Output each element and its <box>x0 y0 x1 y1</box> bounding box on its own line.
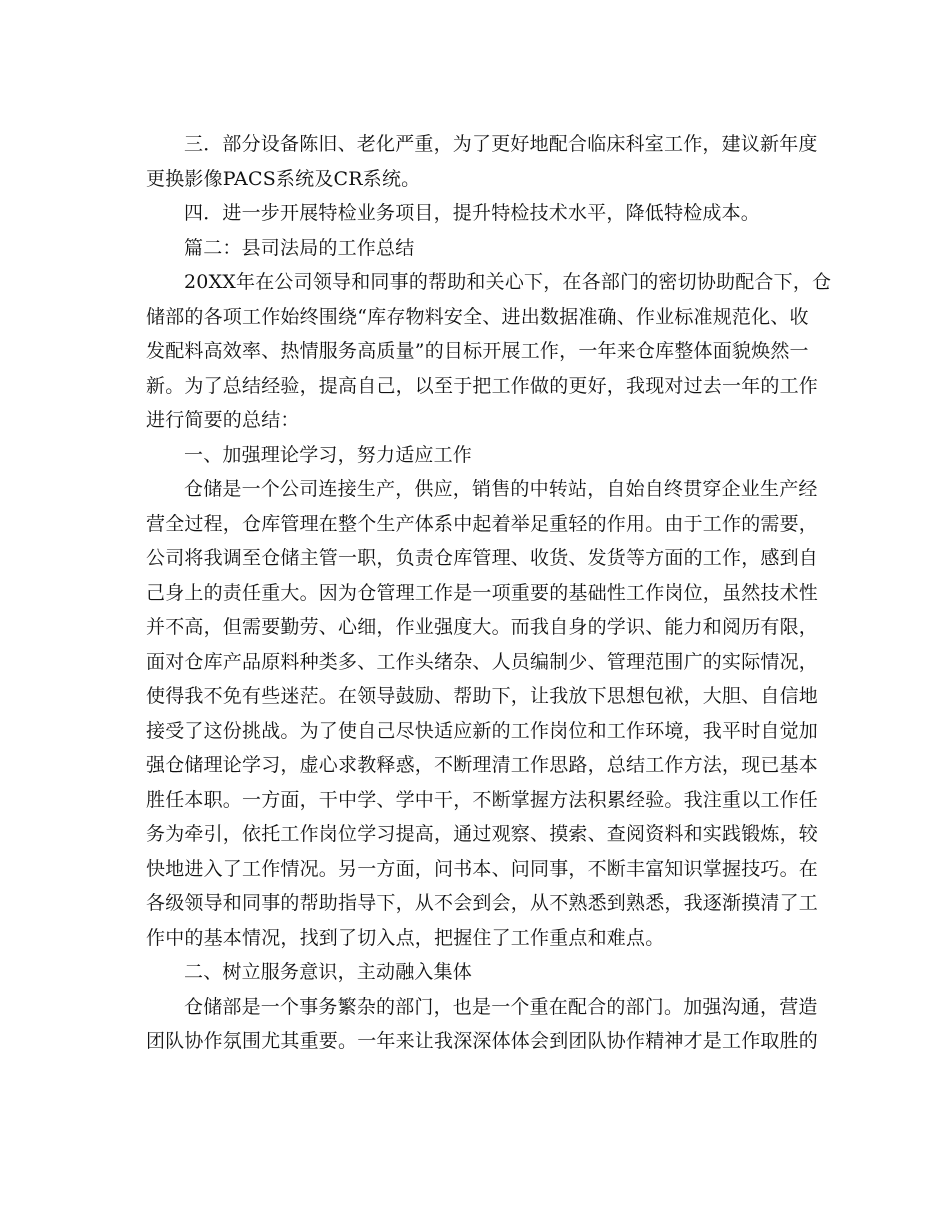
section-heading-two: 二、树立服务意识，主动融入集体 <box>184 961 473 983</box>
paragraph-study-line-9: 强仓储理论学习，虚心求教释惑，不断理清工作思路，总结工作方法，现已基本 <box>146 754 819 776</box>
paragraph-intro-line-2: 储部的各项工作始终围绕“库存物料安全、进出数据准确、作业标准规范化、收 <box>146 305 809 328</box>
paragraph-study-line-5: 并不高，但需要勤劳、心细，作业强度大。而我自身的学识、能力和阅历有限， <box>146 616 819 638</box>
paragraph-study-line-7: 使得我不免有些迷茫。在领导鼓励、帮助下，让我放下思想包袱，大胆、自信地 <box>146 685 819 707</box>
paragraph-study-line-10: 胜任本职。一方面，干中学、学中干，不断掌握方法积累经验。我注重以工作任 <box>146 788 819 811</box>
paragraph-intro-line-5: 进行简要的总结： <box>146 409 300 431</box>
paragraph-service-line-1: 仓储部是一个事务繁杂的部门，也是一个重在配合的部门。加强沟通，营造 <box>184 995 818 1018</box>
paragraph-special-exam: 四．进一步开展特检业务项目，提升特检技术水平，降低特检成本。 <box>184 202 761 224</box>
paragraph-study-line-4: 己身上的责任重大。因为仓管理工作是一项重要的基础性工作岗位，虽然技术性 <box>146 581 819 604</box>
paragraph-equipment-line-1: 三．部分设备陈旧、老化严重，为了更好地配合临床科室工作，建议新年度 <box>184 133 818 155</box>
paragraph-intro-line-3: 发配料高效率、热情服务高质量”的目标开展工作，一年来仓库整体面貌焕然一 <box>146 340 809 362</box>
paragraph-study-line-6: 面对仓库产品原料种类多、工作头绪杂、人员编制少、管理范围广的实际情况， <box>146 650 819 673</box>
paragraph-study-line-13: 各级领导和同事的帮助指导下，从不会到会，从不熟悉到熟悉，我逐渐摸清了工 <box>146 892 819 914</box>
paragraph-study-line-1: 仓储是一个公司连接生产，供应，销售的中转站，自始自终贯穿企业生产经 <box>184 478 818 500</box>
paragraph-intro-line-4: 新。为了总结经验，提高自己，以至于把工作做的更好，我现对过去一年的工作 <box>146 374 819 397</box>
paragraph-study-line-12: 快地进入了工作情况。另一方面，问书本、问同事，不断丰富知识掌握技巧。在 <box>146 857 819 880</box>
paragraph-study-line-8: 接受了这份挑战。为了使自己尽快适应新的工作岗位和工作环境，我平时自觉加 <box>146 719 819 742</box>
paragraph-service-line-2: 团队协作氛围尤其重要。一年来让我深深体体会到团队协作精神才是工作取胜的 <box>146 1030 819 1052</box>
paragraph-study-line-2: 营全过程，仓库管理在整个生产体系中起着举足重轻的作用。由于工作的需要， <box>146 512 819 535</box>
paragraph-study-line-3: 公司将我调至仓储主管一职，负责仓库管理、收货、发货等方面的工作，感到自 <box>146 547 819 569</box>
section-heading-part-two: 篇二：县司法局的工作总结 <box>184 236 415 259</box>
paragraph-equipment-line-2: 更换影像PACS系统及CR系统。 <box>146 167 421 190</box>
paragraph-study-line-11: 务为牵引，依托工作岗位学习提高，通过观察、摸索、查阅资料和实践锻炼，较 <box>146 823 819 845</box>
section-heading-one: 一、加强理论学习，努力适应工作 <box>184 443 473 466</box>
document-body <box>146 127 832 1059</box>
paragraph-study-line-14: 作中的基本情况，找到了切入点，把握住了工作重点和难点。 <box>146 926 665 949</box>
paragraph-intro-line-1: 20XX年在公司领导和同事的帮助和关心下，在各部门的密切协助配合下，仓 <box>184 271 832 293</box>
